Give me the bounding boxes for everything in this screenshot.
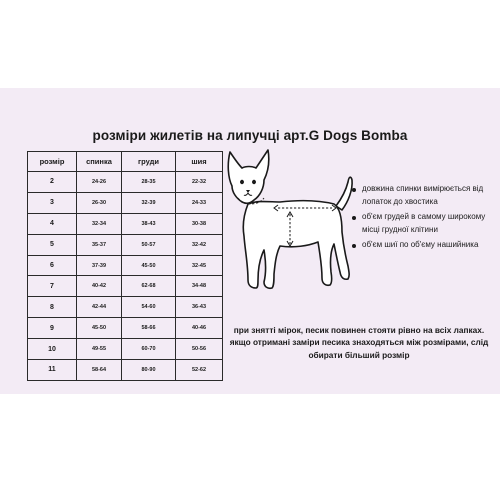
cell-size: 10 [28,339,77,360]
column-header-size: розмір [28,152,77,172]
bullet-icon [352,244,356,248]
table-row [28,255,223,276]
table-row [28,297,223,318]
cell-size: 8 [28,297,77,318]
table-body [28,172,223,381]
legend-item-back-length [352,183,494,208]
bullet-icon [352,188,356,192]
cell-chest: 80-90 [122,360,176,381]
table-row [28,339,223,360]
bullet-icon [352,216,356,220]
cell-chest: 50-57 [122,234,176,255]
table-header-row [28,152,223,172]
cell-chest: 62-68 [122,276,176,297]
cell-size: 3 [28,192,77,213]
cell-chest: 54-60 [122,297,176,318]
cell-size: 7 [28,276,77,297]
size-table [27,151,223,381]
cell-size: 11 [28,360,77,381]
cell-neck: 22-32 [176,172,223,193]
table-row [28,318,223,339]
cell-size: 4 [28,213,77,234]
cell-chest: 60-70 [122,339,176,360]
cell-back: 49-55 [77,339,122,360]
cell-neck: 30-38 [176,213,223,234]
legend-text-back-length: довжина спинки вимірюється від лопаток до хвостика [362,184,484,206]
cell-back: 26-30 [77,192,122,213]
cell-neck: 24-33 [176,192,223,213]
cell-chest: 45-50 [122,255,176,276]
cell-chest: 28-35 [122,172,176,193]
column-header-back: спинка [77,152,122,172]
table-row [28,276,223,297]
legend-text-chest: об'єм грудей в самому широкому місці грудної клітини [362,212,486,234]
table-row [28,213,223,234]
cell-size: 2 [28,172,77,193]
cell-back: 37-39 [77,255,122,276]
dog-silhouette-icon [218,146,358,294]
cell-neck: 32-42 [176,234,223,255]
cell-neck: 50-56 [176,339,223,360]
table-row [28,360,223,381]
cell-chest: 38-43 [122,213,176,234]
cell-neck: 32-45 [176,255,223,276]
cell-back: 45-50 [77,318,122,339]
cell-size: 5 [28,234,77,255]
cell-back: 58-64 [77,360,122,381]
measuring-note: при знятті мірок, песик повинен стояти рівно на всіх лапках. якщо отримані заміри песика знаходяться між розмірами, слід обирати більший розмір [229,325,489,360]
cell-neck: 34-48 [176,276,223,297]
cell-neck: 52-62 [176,360,223,381]
cell-size: 6 [28,255,77,276]
cell-neck: 40-46 [176,318,223,339]
cell-back: 35-37 [77,234,122,255]
table-row [28,234,223,255]
column-header-chest: груди [122,152,176,172]
cell-chest: 32-39 [122,192,176,213]
chart-title: розміри жилетів на липучці арт.G Dogs Bomba [92,128,408,143]
cell-back: 40-42 [77,276,122,297]
column-header-neck: шия [176,152,223,172]
cell-back: 24-26 [77,172,122,193]
cell-size: 9 [28,318,77,339]
cell-neck: 36-43 [176,297,223,318]
legend-item-chest [352,211,494,236]
legend-item-neck [352,239,494,252]
table-row [28,192,223,213]
cell-chest: 58-66 [122,318,176,339]
cell-back: 32-34 [77,213,122,234]
cell-back: 42-44 [77,297,122,318]
table-row [28,172,223,193]
legend-text-neck: об'єм шиї по об'єму нашийника [362,240,479,249]
measurement-legend [352,183,494,255]
